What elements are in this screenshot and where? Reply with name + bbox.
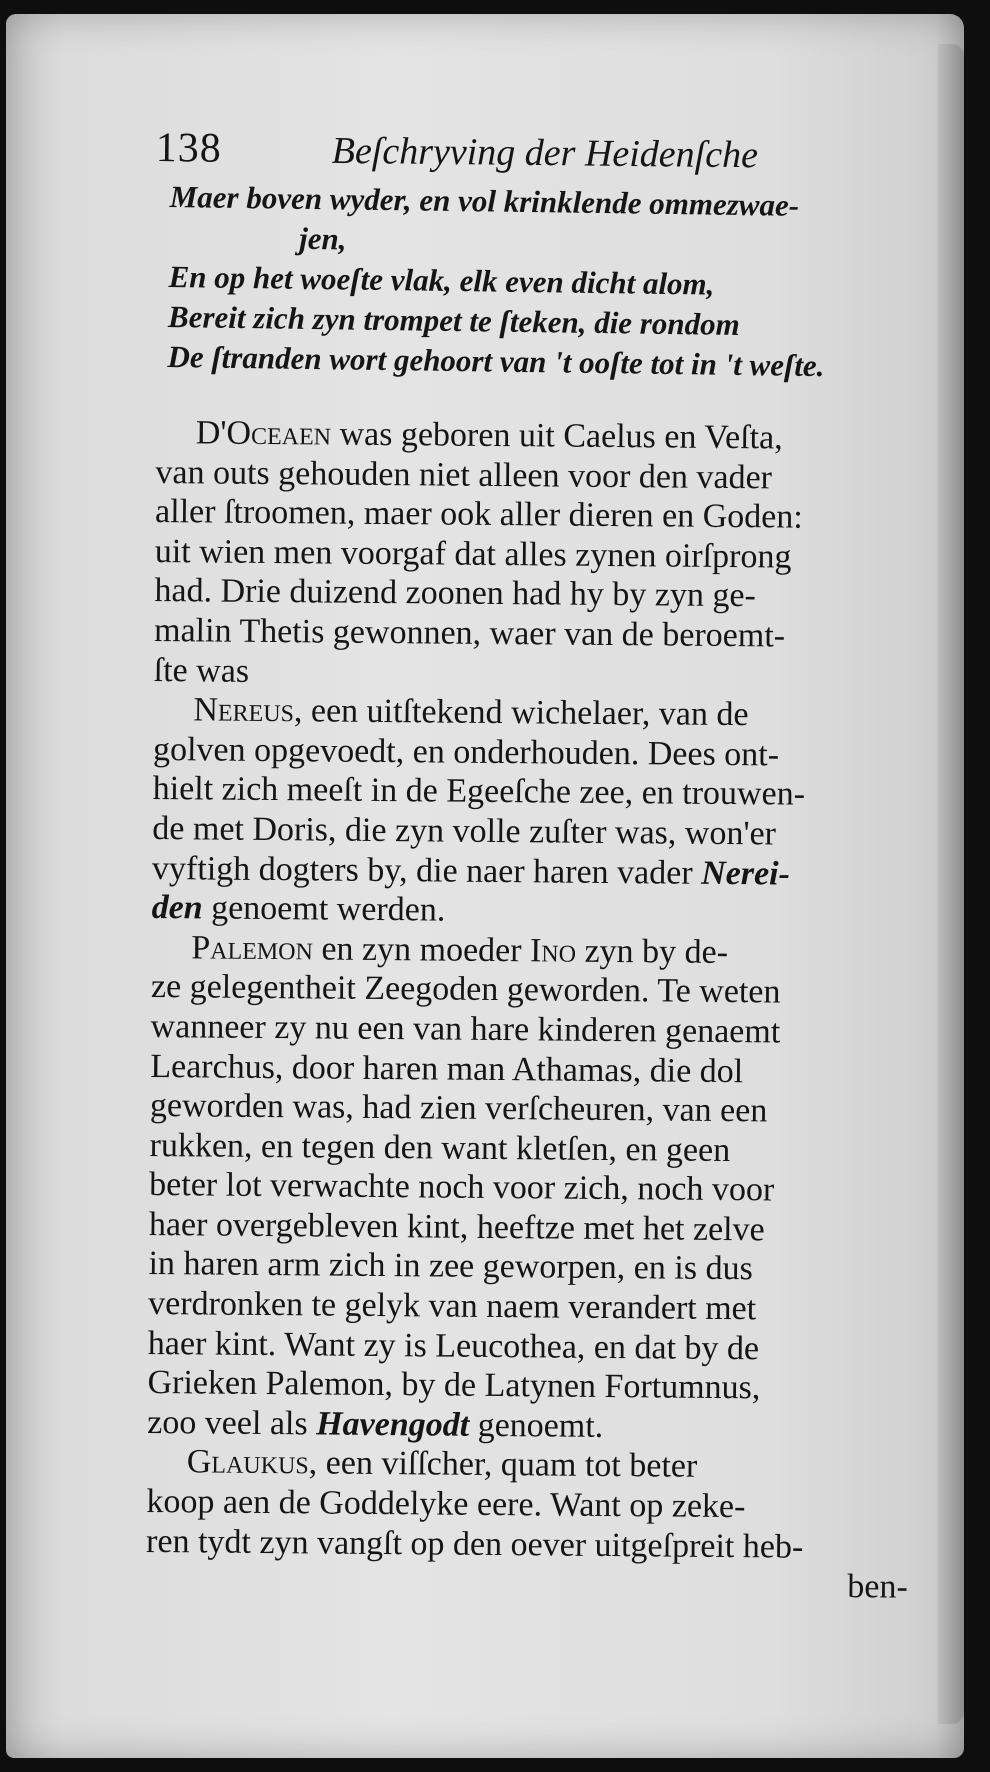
text-span: , een viſſcher, quam tot beter xyxy=(308,1444,698,1486)
text-line: aller ſtroomen, maer ook aller dieren en Goden: xyxy=(154,493,803,536)
text-span: genoemt. xyxy=(469,1406,604,1445)
text-line: Learchus, door haren man Athamas, die dol xyxy=(150,1047,744,1090)
verse-line: En op het woeſte vlak, elk even dicht alom, xyxy=(168,258,715,302)
text-line: ren tydt zyn vangſt op den oever uitgeſpreit heb- xyxy=(145,1522,804,1566)
text-line: de met Doris, die zyn volle zuſter was, won'er xyxy=(152,809,777,853)
verse-line: jen, xyxy=(298,220,347,257)
text-line: golven opgevoedt, en onderhouden. Dees ont- xyxy=(152,730,780,774)
proper-name-ino: Ino xyxy=(529,932,577,970)
text-span: was geboren uit Caelus en Veſta, xyxy=(330,415,783,457)
text-line: uit wien men voorgaf dat alles zynen oirſprong xyxy=(154,532,792,576)
paragraph-oceaen xyxy=(154,413,936,697)
proper-name-palemon: Palemon xyxy=(191,929,314,968)
page-header xyxy=(155,124,935,181)
text-span: , een uitſtekend wichelaer, van de xyxy=(293,692,749,734)
proper-name-nereus: Nereus xyxy=(193,691,295,730)
text-line: ze gelegentheit Zeegoden geworden. Te weten xyxy=(150,968,781,1011)
text-line xyxy=(147,1403,927,1449)
text-span: genoemt werden. xyxy=(202,889,446,929)
running-head: Beſchryving der Heidenſche xyxy=(331,129,759,177)
text-line: geworden was, had zien verſcheuren, van een xyxy=(149,1087,768,1130)
text-line: ſte was xyxy=(153,651,250,690)
page-edge-shadow xyxy=(938,44,964,1724)
text-line xyxy=(152,888,932,934)
page-number: 138 xyxy=(155,124,222,172)
italic-term: den xyxy=(151,889,203,927)
text-line: Grieken Palemon, by de Latynen Fortumnus, xyxy=(147,1364,761,1407)
italic-term: Nerei- xyxy=(701,854,791,893)
text-span: en zyn moeder xyxy=(312,930,531,970)
body-text xyxy=(146,413,936,1608)
text-line: verdronken te gelyk van naem verandert met xyxy=(148,1285,757,1328)
book-page xyxy=(6,14,964,1758)
text-line: malin Thetis gewonnen, waer van de beroemt- xyxy=(153,611,786,655)
text-line: hielt zich meeſt in de Egeeſche zee, en trouwen- xyxy=(152,770,806,814)
text-line xyxy=(153,690,933,736)
text-line xyxy=(156,413,936,459)
text-span: zyn by de- xyxy=(575,932,729,971)
text-line: haer kint. Want zy is Leucothea, en dat by de xyxy=(147,1324,760,1367)
verse-quotation xyxy=(167,177,936,388)
text-line: had. Drie duizend zoonen had hy by zyn ge- xyxy=(154,572,757,615)
text-line xyxy=(152,849,932,895)
verse-line: De ſtranden wort gehoort van 't ooſte tot in 't weſte. xyxy=(167,338,825,384)
text-line: koop aen de Goddelyke eere. Want op zeke- xyxy=(146,1482,746,1526)
text-line: wanneer zy nu een van hare kinderen genaemt xyxy=(150,1007,781,1051)
text-span: vyftigh dogters by, die naer haren vader xyxy=(151,849,702,892)
text-line: in haren arm zich in zee geworpen, en is dus xyxy=(148,1245,753,1288)
italic-term: Havengodt xyxy=(316,1405,470,1444)
page-text xyxy=(145,124,936,1606)
proper-name-oceaen: D'Oceaen xyxy=(195,414,332,453)
proper-name-glaukus: Glaukus xyxy=(186,1443,309,1482)
catchword: ben- xyxy=(847,1568,908,1606)
text-line: van outs gehouden niet alleen voor den vader xyxy=(155,453,773,496)
paragraph-palemon xyxy=(147,928,931,1450)
text-line: haer overgebleven kint, heeftze met het zelve xyxy=(148,1205,765,1249)
text-span: zoo veel als xyxy=(147,1403,317,1443)
paragraph-nereus xyxy=(152,690,934,934)
text-line xyxy=(147,1442,927,1488)
paragraph-glaukus xyxy=(146,1442,927,1568)
verse-line: Maer boven wyder, en vol krinklende ommezwae- xyxy=(169,178,800,223)
text-line: beter lot verwachte noch voor zich, noch voor xyxy=(149,1166,775,1209)
verse-line: Bereit zich zyn trompet te ſteken, die rondom xyxy=(167,298,740,342)
text-line xyxy=(151,928,931,974)
text-line: rukken, en tegen den want kletſen, en geen xyxy=(149,1126,731,1169)
